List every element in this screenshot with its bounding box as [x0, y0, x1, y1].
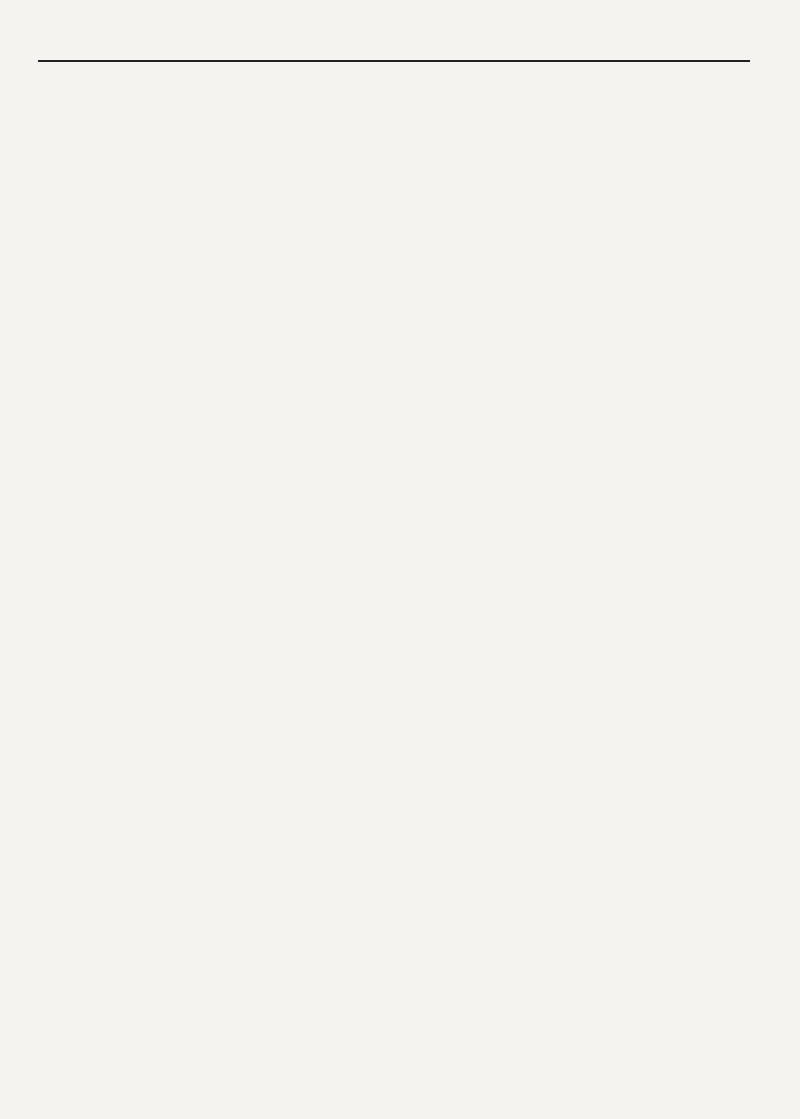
- title-rule: [38, 60, 750, 62]
